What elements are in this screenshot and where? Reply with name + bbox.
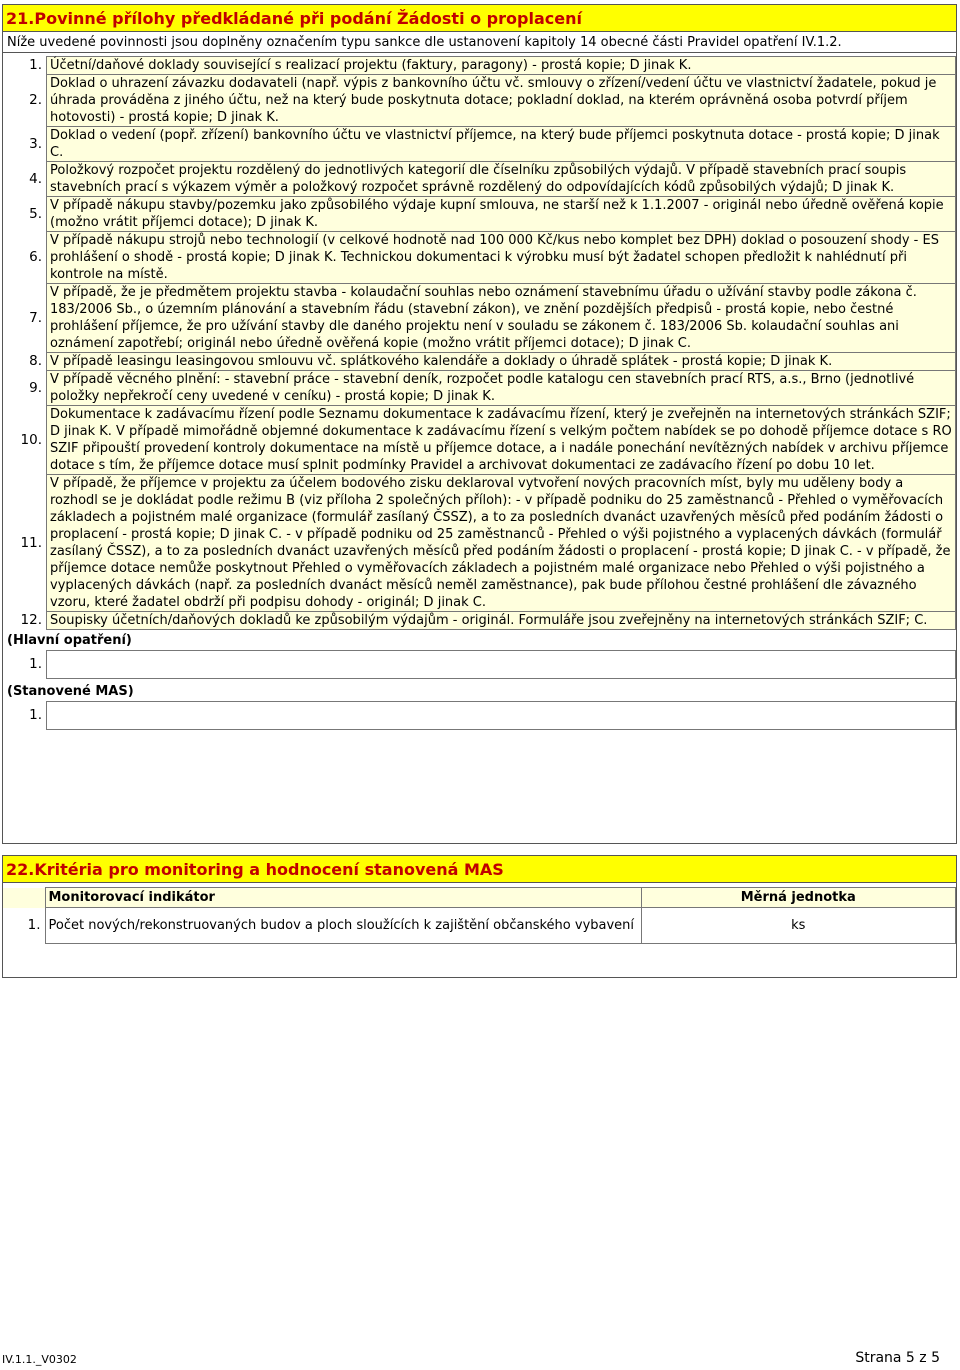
section-21	[2, 4, 957, 844]
attachment-number: 3.	[29, 135, 42, 152]
attachment-row	[3, 353, 956, 371]
mas-table	[3, 701, 956, 730]
section-21-intro: Níže uvedené povinnosti jsou doplněny označením typu sankce dle ustanovení kapitoly 14 obecné části Pravidel opatření IV.1.2.	[3, 32, 956, 53]
col-unit-header: Měrná jednotka	[641, 888, 956, 908]
attachment-row	[3, 371, 956, 406]
attachment-text: Soupisky účetních/daňových dokladů ke způsobilým výdajům - originál. Formuláře jsou zveřejněny na internetových stránkách SZIF; C.	[47, 612, 956, 630]
attachment-row	[3, 127, 956, 162]
page-number: Strana 5 z 5	[855, 1350, 940, 1366]
attachment-number: 7.	[29, 309, 42, 326]
attachment-number: 2.	[29, 92, 42, 108]
attachment-number: 6.	[29, 249, 42, 265]
attachment-text: Účetní/daňové doklady související s realizací projektu (faktury, paragony) - prostá kopie; D jinak K.	[47, 57, 956, 75]
attachment-row	[3, 612, 956, 630]
attachment-number: 8.	[29, 353, 42, 369]
attachment-number: 1.	[29, 57, 42, 73]
attachment-text: V případě, že příjemce v projektu za účelem bodového zisku deklaroval vytvoření nových pracovních míst, byly mu uděleny body a rozhodl se je dokládat podle režimu B (viz příloha 2 společných příloh): - v případě podniku do 25 zaměstnanců - Přehled o vyměřovacích základech a pojistném malé organizace (formulář zasílaný ČSSZ), a to za posledních dvanáct uzavřených měsíců před podáním žádosti o proplacení - prostá kopie; D jinak C. - v případě podniku od 25 zaměstnanců - Přehled o výši pojistného a vyplacených dávkách (formulář zasílaný ČSSZ), a to za posledních dvanáct uzavřených měsíců před podáním žádosti o proplacení - prostá kopie; D jinak C. - v případě, že příjemce dotace nemůže poskytnout Přehled o vyměřovacích základech a pojistném malé organizace nebo Přehled o výši pojistného a vyplacených dávkách (např. za posledních dvanáct měsíců neměl zaměstnance), pak bude přílohou čestné prohlášení dle závazného vzoru, které žadatel obdrží při podpisu dohody - originál; D jinak C.	[47, 475, 956, 612]
section-21-title: 21.Povinné přílohy předkládané při podání Žádosti o proplacení	[3, 5, 956, 32]
attachment-text: V případě, že je předmětem projektu stavba - kolaudační souhlas nebo oznámení stavebnímu úřadu o užívání stavby podle zákona č. 183/2006 Sb., o územním plánování a stavebním řádu (stavební zákon), ve znění pozdějších předpisů - prostá kopie, nebo čestné prohlášení příjemce, že pro užívání stavby dle daného projektu není v souladu se zákonem č. 183/2006 Sb. kolaudační souhlas ani oznámení zapotřebí; originál nebo úředně ověřená kopie (možno vrátit příjemci dotace); D jinak C.	[47, 284, 956, 353]
attachment-text: Doklad o vedení (popř. zřízení) bankovního účtu ve vlastnictví příjemce, na který bude příjemci poskytnuta dotace - prostá kopie; D jinak C.	[47, 127, 956, 162]
attachments-table	[3, 56, 956, 630]
stanovene-mas-label: (Stanovené MAS)	[7, 684, 134, 699]
attachment-text: Dokumentace k zadávacímu řízení podle Seznamu dokumentace k zadávacímu řízení, který je zveřejněn na internetových stránkách SZIF; D jinak K. V případě mimořádně objemné dokumentace k zadávacímu řízení s velkým počtem nabídek se po dohodě příjemce dotace s RO SZIF připouští provedení kontroly dokumentace na místě u příjemce dotace, a i nadále ponechání nevítězných nabídek v archivu příjemce dotace s tím, že příjemce dotace musí splnit podmínky Pravidel a archivovat dokumentaci ze zadávacího řízení po dobu 10 let.	[47, 406, 956, 475]
hlavni-opatreni-label: (Hlavní opatření)	[7, 633, 132, 648]
monitor-row-num: 1.	[27, 917, 41, 933]
attachment-row	[3, 406, 956, 475]
attachment-row	[3, 284, 956, 353]
mas-cell	[47, 702, 956, 730]
attachment-number: 11.	[20, 534, 42, 551]
attachment-text: V případě věcného plnění: - stavební práce - stavební deník, rozpočet podle katalogu cen stavebních prací RTS, a.s., Brno (jednotlivé položky nepřekročí ceny uvedené v ceníku) - prostá kopie; D jinak K.	[47, 371, 956, 406]
attachment-row	[3, 57, 956, 75]
mas-num: 1.	[29, 707, 42, 723]
hlavni-cell	[47, 651, 956, 679]
attachment-number: 10.	[20, 431, 42, 448]
form-code: IV.1.1._V0302	[2, 1353, 77, 1366]
attachment-text: V případě leasingu leasingovou smlouvu vč. splátkového kalendáře a doklady o úhradě splátek - prostá kopie; D jinak K.	[47, 353, 956, 371]
monitoring-table	[3, 887, 956, 944]
section-22-title: 22.Kritéria pro monitoring a hodnocení stanovená MAS	[3, 856, 956, 883]
attachment-row	[3, 232, 956, 284]
attachment-row	[3, 75, 956, 127]
attachment-text: Položkový rozpočet projektu rozdělený do jednotlivých kategorií dle číselníku způsobilých výdajů. V případě stavebních prací soupis stavebních prací s výkazem výměr a položkový rozpočet správně rozdělený do odpovídajících kódů způsobilých výdajů; D jinak K.	[47, 162, 956, 197]
attachment-number: 4.	[29, 170, 42, 187]
attachment-number: 12.	[20, 612, 42, 628]
monitor-row-unit: ks	[641, 908, 956, 944]
hlavni-num: 1.	[29, 656, 42, 672]
attachment-row	[3, 197, 956, 232]
attachment-text: V případě nákupu strojů nebo technologií (v celkové hodnotě nad 100 000 Kč/kus nebo komplet bez DPH) doklad o posouzení shody - ES prohlášení o shodě - prostá kopie; D jinak K. Technickou dokumentaci k výrobku musí být žadatel schopen předložit k nahlédnutí při kontrole na místě.	[47, 232, 956, 284]
attachment-text: V případě nákupu stavby/pozemku jako způsobilého výdaje kupní smlouva, ne starší než k 1.1.2007 - originál nebo úředně ověřená kopie (možno vrátit příjemci dotace); D jinak K.	[47, 197, 956, 232]
attachment-number: 5.	[29, 205, 42, 222]
section-22	[2, 855, 957, 978]
attachment-row	[3, 162, 956, 197]
monitor-row-indicator: Počet nových/rekonstruovaných budov a ploch sloužících k zajištění občanského vybavení	[45, 908, 641, 944]
hlavni-table	[3, 650, 956, 679]
attachment-number: 9.	[29, 379, 42, 396]
attachment-row	[3, 475, 956, 612]
attachment-text: Doklad o uhrazení závazku dodavateli (např. výpis z bankovního účtu vč. smlouvy o zřízení/vedení účtu ve vlastnictví žadatele, pokud je úhrada prováděna z jiného účtu, než na který bude poskytnuta dotace; pokladní doklad, na kterém oprávněná osoba potvrdí příjem hotovosti) - prostá kopie; D jinak K.	[47, 75, 956, 127]
col-indicator-header: Monitorovací indikátor	[45, 888, 641, 908]
